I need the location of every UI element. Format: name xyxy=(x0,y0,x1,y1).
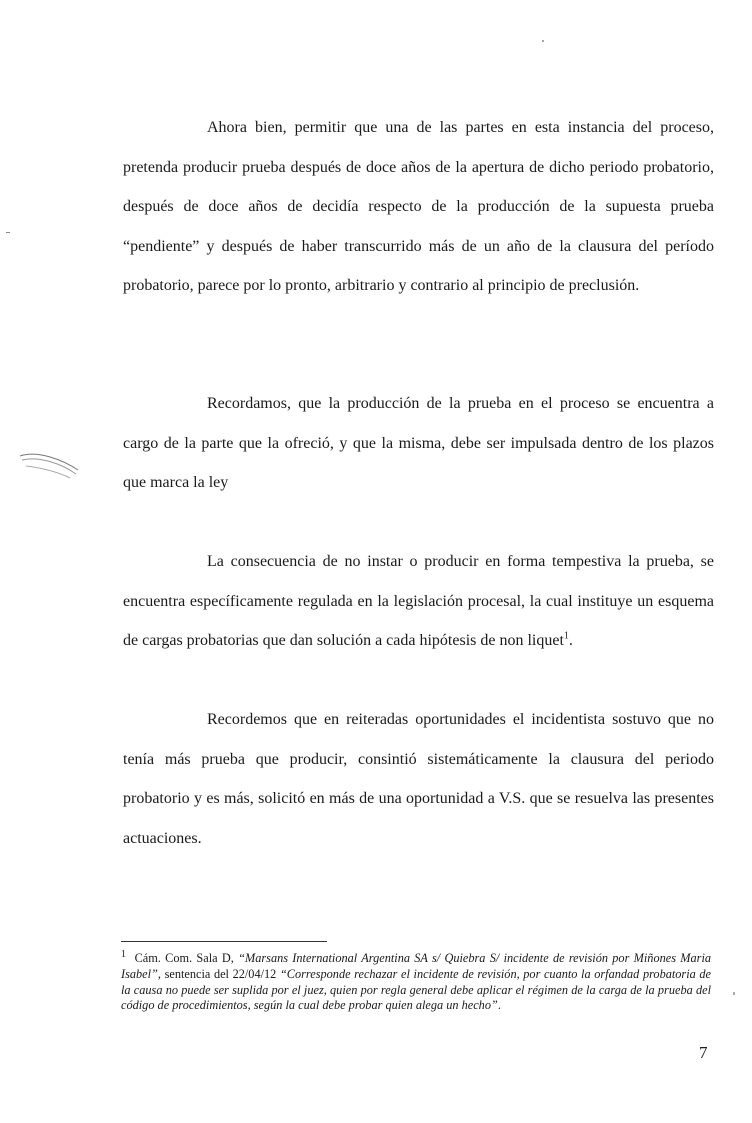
paragraph-text: Recordemos que en reiteradas oportunidades el incidentista sostuvo que no tenía más prueba que producir, consintió sistemáticamente la clausura del periodo probatorio y es más, solicitó en más de una oportunidad a V.S. que se resuelva las presentes actuaciones. xyxy=(123,711,714,847)
paragraph-text: Ahora bien, permitir que una de las partes en esta instancia del proceso, pretenda producir prueba después de doce años de la apertura de dicho periodo probatorio, después de doce años de decidía respecto de la producción de la supuesta prueba “pendiente” y después de haber transcurrido más de un año de la clausura del período probatorio, parece por lo pronto, arbitrario y contrario al principio de preclusión. xyxy=(123,119,714,294)
paragraph-burden xyxy=(123,384,714,503)
scan-speck xyxy=(6,232,10,233)
footnote-number: 1 xyxy=(121,948,126,960)
paragraph-text: Recordamos, que la producción de la prueba en el proceso se encuentra a cargo de la parte que la ofreció, y que la misma, debe ser impulsada dentro de los plazos que marca la ley xyxy=(123,395,714,491)
footnote-sentence-date: , sentencia del 22/04/12 xyxy=(157,966,277,981)
footnote xyxy=(121,948,712,1014)
paragraph-consequence xyxy=(123,542,714,661)
footnote-reference: 1 xyxy=(563,630,569,642)
punch-hole-mark xyxy=(18,448,82,484)
paragraph-preclusion xyxy=(123,108,714,306)
footnote-case-title: “Marsans International Argentina SA s/ Quiebra S/ incidente de revisión por Miñones Maria Isabel” xyxy=(121,951,712,981)
footnote-quote: “Corresponde rechazar el incidente de revisión, por cuanto la orfandad probatoria de la causa no puede ser suplida por el juez, quien por regla general debe aplicar el régimen de la carga de la prueba del código de procedimientos, según la cual debe probar quien alega un hecho” xyxy=(121,966,712,1013)
paragraph-end: . xyxy=(568,632,573,649)
scan-speck xyxy=(733,992,735,995)
footnote-court: Cám. Com. Sala D, xyxy=(134,951,234,965)
paragraph-reminder xyxy=(123,700,714,858)
paragraph-text: La consecuencia de no instar o producir en forma tempestiva la prueba, se encuentra específicamente regulada en la legislación procesal, la cual instituye un esquema de cargas probatorias que dan solución a cada hipótesis de non liquet xyxy=(123,553,714,649)
scan-speck xyxy=(542,40,544,42)
footnote-end: . xyxy=(497,998,501,1013)
page-number: 7 xyxy=(699,1043,708,1062)
footnote-separator xyxy=(121,941,327,942)
